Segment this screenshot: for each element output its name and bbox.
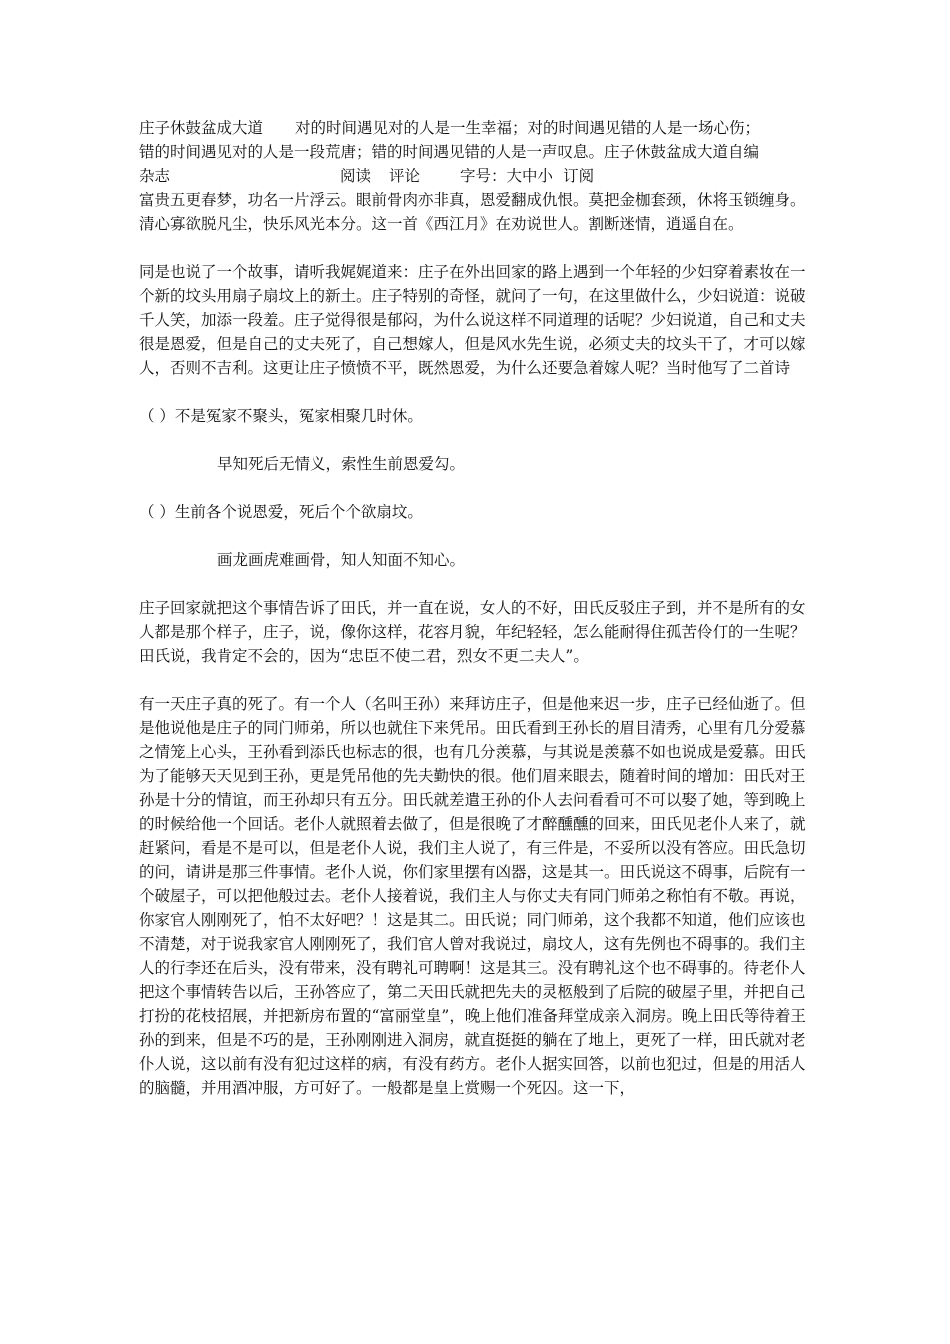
paragraph-4: 有一天庄子真的死了。有一个人（名叫王孙）来拜访庄子，但是他来迟一步，庄子已经仙逝了。但是他说他是庄子的同门师弟，所以也就住下来凭吊。田氏看到王孙长的眉目清秀，心里有几分爱慕之情笼上心头，王孙看到添氏也标志的很，也有几分羡慕，与其说是羡慕不如也说成是爱慕。田氏为了能够天天见到王孙，更是凭吊他的先夫勤快的很。他们眉来眼去，随着时间的增加：田氏对王孙是十分的情谊，而王孙却只有五分。田氏就差遣王孙的仆人去问看看可不可以娶了她，等到晚上的时候给他一个回话。老仆人就照着去做了，但是很晚了才醉醺醺的回来，田氏见老仆人来了，就赶紧问，看是不是可以，但是老仆人说，我们主人说了，有三件是，不妥所以没有答应。田氏急切的问，请讲是那三件事情。老仆人说，你们家里摆有凶器，这是其一。田氏说这不碍事，后院有一个破屋子，可以把他般过去。老仆人接着说，我们主人与你丈夫有同门师弟之称怕有不敬。再说，你家官人刚刚死了，怕不太好吧？！这是其二。田氏说；同门师弟，这个我都不知道，他们应该也不清楚，对于说我家官人刚刚死了，我们官人曾对我说过，扇坟人，这有先例也不碍事的。我们主人的行李还在后头，没有带来，没有聘礼可聘啊！这是其三。没有聘礼这个也不碍事的。待老仆人把这个事情转告以后，王孙答应了，第二天田氏就把先夫的灵柩般到了后院的破屋子里，并把自己打扮的花枝招展，并把新房布置的“富丽堂皇”，晚上他们准备拜堂成亲入洞房。晚上田氏等待着王孙的到来，但是不巧的是，王孙刚刚进入洞房，就直挺挺的躺在了地上，更死了一样，田氏就对老仆人说，这以前有没有犯过这样的病，有没有药方。老仆人据实回答，以前也犯过，但是的用活人的脑髓，并用酒冲服，方可好了。一般都是皇上赏赐一个死囚。这一下， [139,695,806,1097]
poem-2-line-a: （ ）生前各个说恩爱，死后个个欲扇坟。 [139,503,423,521]
paragraph-3: 庄子回家就把这个事情告诉了田氏，并一直在说，女人的不好，田氏反驳庄子到，并不是所有的女人都是那个样子，庄子，说，像你这样，花容月貌，年纪轻轻，怎么能耐得住孤苦伶仃的一生呢？田氏说，我肯定不会的，因为“忠臣不使二君，烈女不更二夫人”。 [139,599,806,665]
read-link[interactable]: 阅读 [340,167,372,185]
intro-line-1: 对的时间遇见对的人是一生幸福；对的时间遇见错的人是一场心伤； [295,119,761,137]
meta-row [139,164,815,188]
paragraph-1: 富贵五更春梦，功名一片浮云。眼前骨肉亦非真，恩爱翻成仇恨。莫把金枷套颈，休将玉锁缠身。清心寡欲脱凡尘，快乐风光本分。这一首《西江月》在劝说世人。割断迷情，逍遥自在。 [139,191,806,233]
article-title: 庄子休鼓盆成大道 [139,119,264,137]
poem-1-line-a: （ ）不是冤家不聚头，冤家相聚几时休。 [139,407,423,425]
intro-line-2: 错的时间遇见对的人是一段荒唐；错的时间遇见错的人是一声叹息。庄子休鼓盆成大道自编 [139,143,760,161]
poem-2-line-b: 画龙画虎难画骨，知人知面不知心。 [217,551,466,569]
font-size-control[interactable]: 字号：大中小 [460,167,554,185]
comment-link[interactable]: 评论 [389,167,421,185]
paragraph-2: 同是也说了一个故事，请听我娓娓道来：庄子在外出回家的路上遇到一个年轻的少妇穿着素妆在一个新的坟头用扇子扇坟上的新土。庄子特别的奇怪，就问了一句，在这里做什么，少妇说道：说破千人笑，加添一段羞。庄子觉得很是郁闷，为什么说这样不同道理的话呢？少妇说道，自己和丈夫很是恩爱，但是自己的丈夫死了，自己想嫁人，但是风水先生说，必须丈夫的坟头干了，才可以嫁人，否则不吉利。这更让庄子愤愤不平，既然恩爱，为什么还要急着嫁人呢？当时他写了二首诗 [139,263,806,377]
header-line-1 [139,116,815,140]
subscribe-link[interactable]: 订阅 [563,167,595,185]
document-page [139,116,815,1100]
category-label: 杂志 [139,167,171,185]
poem-1-line-b: 早知死后无情义，索性生前恩爱勾。 [217,455,466,473]
